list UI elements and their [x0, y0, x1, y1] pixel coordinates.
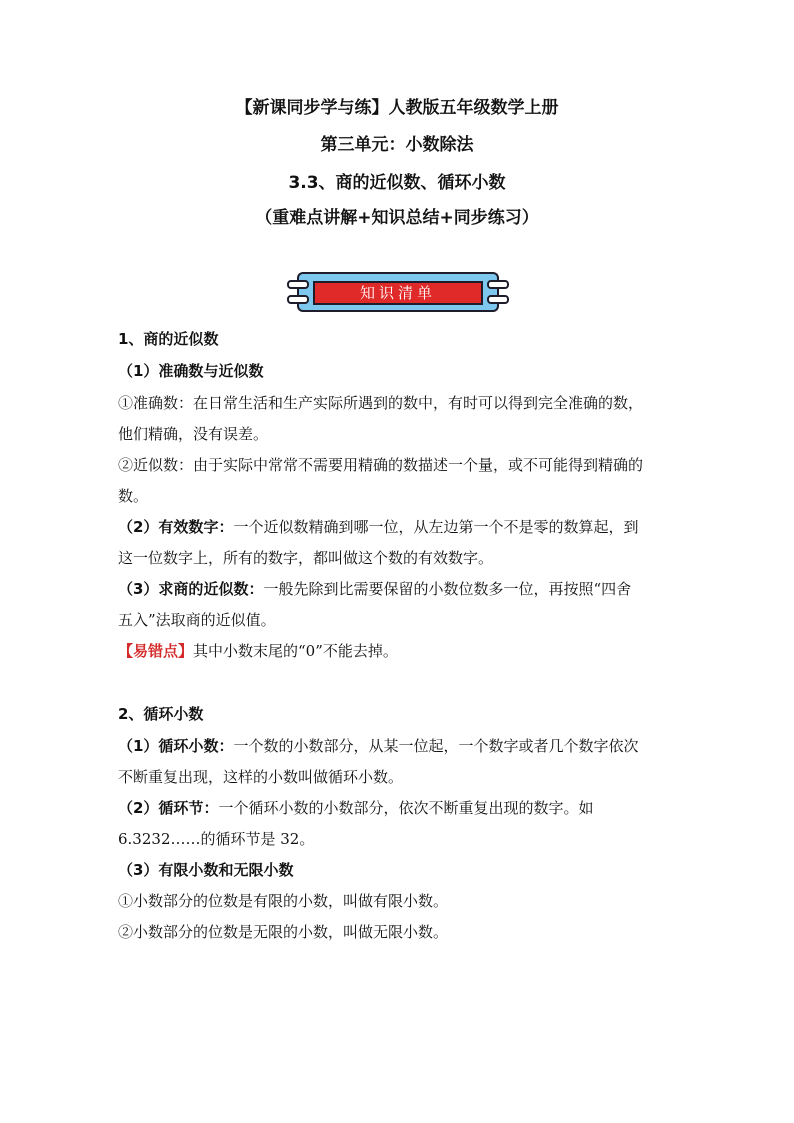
section2-sub2-text: 一个循环小数的小数部分，依次不断重复出现的数字。如 — [218, 799, 594, 817]
section1-sub2-line2: 这一位数字上，所有的数字，都叫做这个数的有效数字。 — [118, 549, 494, 567]
lesson-subtitle: （重难点讲解+知识总结+同步练习） — [255, 208, 539, 228]
section1-sub2-text: 一个近似数精确到哪一位，从左边第一个不是零的数算起，到 — [233, 518, 639, 536]
tip-label: 【易错点】 — [118, 642, 194, 660]
lesson-title: 3.3、商的近似数、循环小数 — [288, 173, 506, 193]
section2-sub1-line1 — [118, 736, 678, 756]
section2-sub2-line1 — [118, 798, 678, 818]
section2-sub1-title: （1）循环小数： — [118, 737, 234, 755]
section2-sub2-title: （2）循环节： — [118, 799, 219, 817]
section2-p1: ①小数部分的位数是有限的小数，叫做有限小数。 — [118, 892, 449, 910]
unit-title: 第三单元：小数除法 — [320, 135, 474, 155]
section2-sub3-title: （3）有限小数和无限小数 — [118, 861, 294, 879]
banner-left-bar-bottom — [287, 295, 309, 304]
section1-sub1-title: （1）准确数与近似数 — [118, 362, 264, 380]
section2-p2: ②小数部分的位数是无限的小数，叫做无限小数。 — [118, 923, 449, 941]
tip-text: 其中小数末尾的“0”不能去掉。 — [193, 642, 398, 660]
banner-right-bar-top — [487, 280, 509, 289]
section1-sub2-title: （2）有效数字： — [118, 518, 234, 536]
section1-p2-line1: ②近似数：由于实际中常常不需要用精确的数描述一个量，或不可能得到精确的 — [118, 456, 644, 474]
section1-heading: 1、商的近似数 — [118, 330, 219, 348]
banner-right-bar-bottom — [487, 295, 509, 304]
section1-sub3-line2: 五入”法取商的近似值。 — [118, 611, 276, 629]
banner-left-bar-top — [287, 280, 309, 289]
section2-sub1-text: 一个数的小数部分，从某一位起，一个数字或者几个数字依次 — [233, 737, 639, 755]
section2-heading: 2、循环小数 — [118, 705, 204, 723]
section1-sub3-text: 一般先除到比需要保留的小数位数多一位，再按照“四舍 — [263, 580, 632, 598]
section1-sub3-title: （3）求商的近似数： — [118, 580, 264, 598]
banner-label: 知识清单 — [313, 281, 483, 305]
knowledge-list-banner — [287, 272, 509, 314]
section1-sub2-line1 — [118, 517, 678, 537]
section1-tip — [118, 641, 678, 661]
section1-p1-line1: ①准确数：在日常生活和生产实际所遇到的数中，有时可以得到完全准确的数， — [118, 394, 644, 412]
section2-sub1-line2: 不断重复出现，这样的小数叫做循环小数。 — [118, 768, 404, 786]
section1-p2-line2: 数。 — [118, 487, 149, 505]
document-title: 【新课同步学与练】人教版五年级数学上册 — [235, 98, 559, 118]
section1-sub3-line1 — [118, 579, 678, 599]
section1-p1-line2: 他们精确，没有误差。 — [118, 425, 269, 443]
section2-sub2-line2: 6.3232……的循环节是 32。 — [118, 830, 315, 848]
